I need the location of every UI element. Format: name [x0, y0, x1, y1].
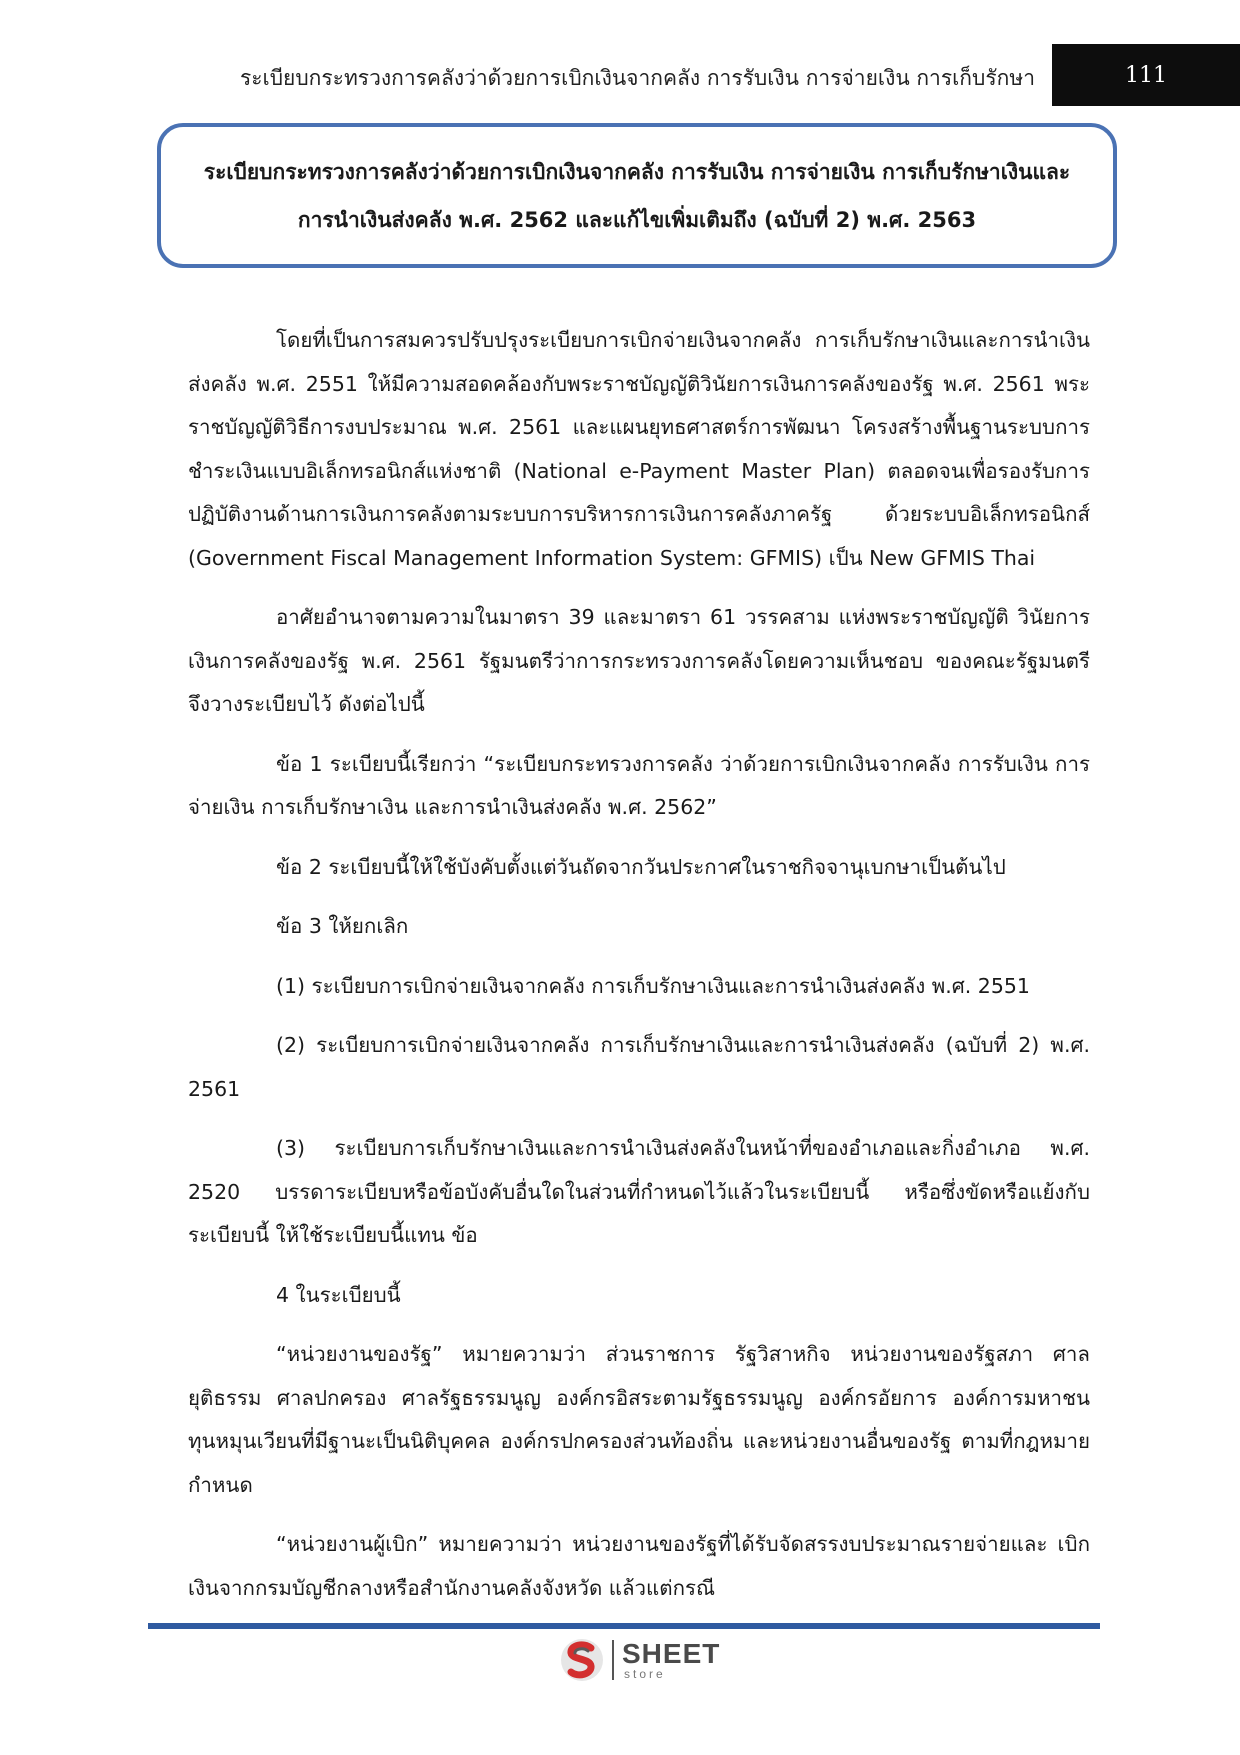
paragraph-item-3: (3) ระเบียบการเก็บรักษาเงินและการนำเงินส่งคลังในหน้าที่ของอำเภอและกิ่งอำเภอ พ.ศ. 2520 บรรดาระเบียบหรือข้อบังคับอื่นใดในส่วนที่กำหนดไว้แล้วในระเบียบนี้ หรือซึ่งขัดหรือแย้งกับระเบียบนี้ ให้ใช้ระเบียบนี้แทน ข้อ: [188, 1136, 1090, 1247]
page-number: 111: [1052, 44, 1240, 106]
sheet-store-logo-icon: [560, 1636, 604, 1684]
body-text: [188, 319, 1090, 1626]
paragraph-definition-disbursing-agency: “หน่วยงานผู้เบิก” หมายความว่า หน่วยงานของรัฐที่ได้รับจัดสรรงบประมาณรายจ่ายและ เบิกเงินจากกรมบัญชีกลางหรือสำนักงานคลังจังหวัด แล้วแต่กรณี: [188, 1532, 1090, 1600]
paragraph-clause-2: ข้อ 2 ระเบียบนี้ให้ใช้บังคับตั้งแต่วันถัดจากวันประกาศในราชกิจจานุเบกษาเป็นต้นไป: [276, 854, 1006, 879]
running-header: ระเบียบกระทรวงการคลังว่าด้วยการเบิกเงินจากคลัง การรับเงิน การจ่ายเงิน การเก็บรักษา: [239, 66, 1035, 90]
brand-sub: store: [624, 1667, 666, 1681]
paragraph-clause-1: ข้อ 1 ระเบียบนี้เรียกว่า “ระเบียบกระทรวงการคลัง ว่าด้วยการเบิกเงินจากคลัง การรับเงิน การจ่ายเงิน การเก็บรักษาเงิน และการนำเงินส่งคลัง พ.ศ. 2562”: [188, 751, 1090, 819]
footer-rule: [148, 1623, 1100, 1629]
paragraph-definition-state-agency: “หน่วยงานของรัฐ” หมายความว่า ส่วนราชการ รัฐวิสาหกิจ หน่วยงานของรัฐสภา ศาลยุติธรรม ศาลปกครอง ศาลรัฐธรรมนูญ องค์กรอิสระตามรัฐธรรมนูญ องค์กรอัยการ องค์การมหาชน ทุนหมุนเวียนที่มีฐานะเป็นนิติบุคคล องค์กรปกครองส่วนท้องถิ่น และหน่วยงานอื่นของรัฐ ตามที่กฎหมายกำหนด: [188, 1342, 1090, 1497]
title-line-2: การนำเงินส่งคลัง พ.ศ. 2562 และแก้ไขเพิ่มเติมถึง (ฉบับที่ 2) พ.ศ. 2563: [297, 207, 977, 232]
logo-text: [622, 1640, 720, 1680]
paragraph-preamble: โดยที่เป็นการสมควรปรับปรุงระเบียบการเบิกจ่ายเงินจากคลัง การเก็บรักษาเงินและการนำเงินส่งคลัง พ.ศ. 2551 ให้มีความสอดคล้องกับพระราชบัญญัติวินัยการเงินการคลังของรัฐ พ.ศ. 2561 พระราชบัญญัติวิธีการงบประมาณ พ.ศ. 2561 และแผนยุทธศาสตร์การพัฒนา โครงสร้างพื้นฐานระบบการชำระเงินแบบอิเล็กทรอนิกส์แห่งชาติ (National e-Payment Master Plan) ตลอดจนเพื่อรองรับการปฏิบัติงานด้านการเงินการคลังตามระบบการบริหารการเงินการคลังภาครัฐ ด้วยระบบอิเล็กทรอนิกส์ (Government Fiscal Management Information System: GFMIS) เป็น New GFMIS Thai: [188, 328, 1090, 570]
paragraph-item-2: (2) ระเบียบการเบิกจ่ายเงินจากคลัง การเก็บรักษาเงินและการนำเงินส่งคลัง (ฉบับที่ 2) พ.ศ. 2561: [188, 1033, 1090, 1101]
paragraph-item-1: (1) ระเบียบการเบิกจ่ายเงินจากคลัง การเก็บรักษาเงินและการนำเงินส่งคลัง พ.ศ. 2551: [276, 973, 1030, 998]
paragraph-clause-3: ข้อ 3 ให้ยกเลิก: [276, 914, 409, 938]
logo-separator: [612, 1640, 614, 1680]
brand-name: SHEET: [622, 1638, 721, 1669]
title-box: [157, 123, 1117, 268]
paragraph-authority: อาศัยอำนาจตามความในมาตรา 39 และมาตรา 61 วรรคสาม แห่งพระราชบัญญัติ วินัยการเงินการคลังของรัฐ พ.ศ. 2561 รัฐมนตรีว่าการกระทรวงการคลังโดยความเห็นชอบ ของคณะรัฐมนตรี จึงวางระเบียบไว้ ดังต่อไปนี้: [188, 605, 1090, 716]
title-line-1: ระเบียบกระทรวงการคลังว่าด้วยการเบิกเงินจากคลัง การรับเงิน การจ่ายเงิน การเก็บรักษาเงินและ: [203, 159, 1071, 184]
paragraph-clause-4: 4 ในระเบียบนี้: [276, 1282, 401, 1307]
footer-logo: [560, 1634, 720, 1686]
